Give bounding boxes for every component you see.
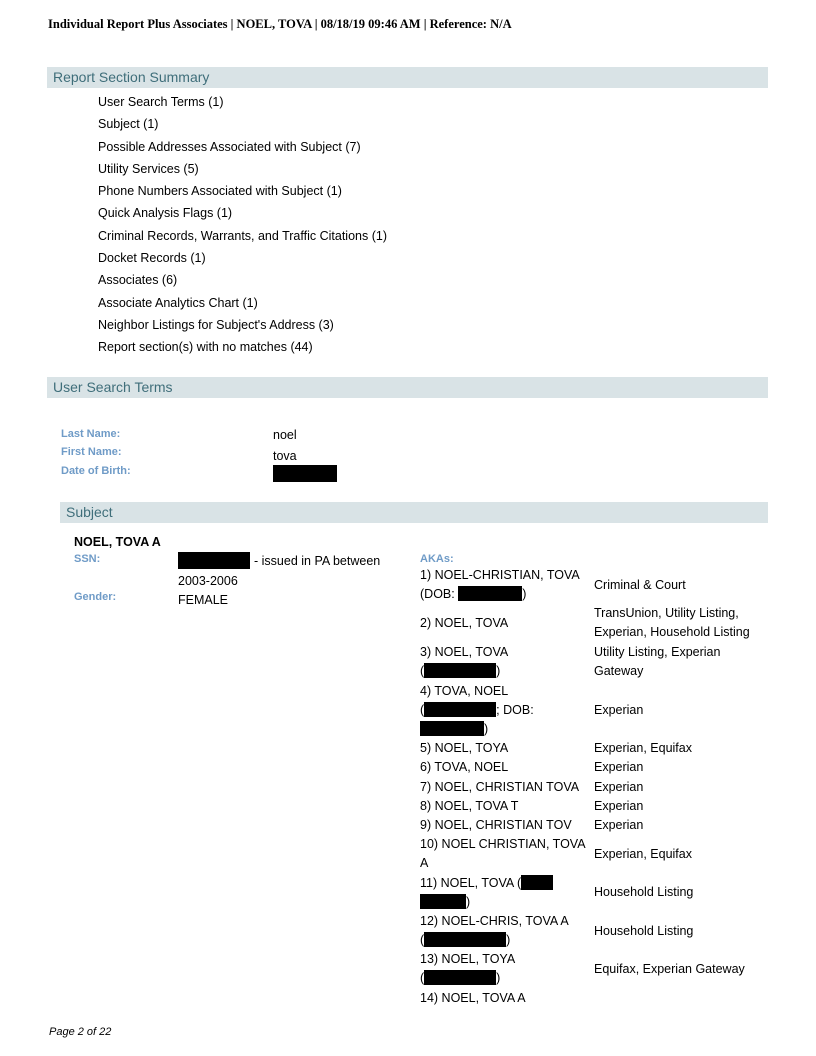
first-name-value: tova <box>273 449 297 463</box>
aka-source: Experian <box>594 780 644 794</box>
gender-label: Gender: <box>74 591 117 603</box>
subject-name: NOEL, TOVA A <box>74 535 161 549</box>
redaction-block <box>424 932 506 947</box>
redaction-block <box>458 586 522 601</box>
aka-entry <box>420 682 595 739</box>
aka-source: Experian, Equifax <box>594 847 692 861</box>
redaction-block <box>273 465 337 482</box>
aka-name-text: ( <box>420 971 425 985</box>
aka-source-text: Gateway <box>594 664 644 678</box>
aka-name-text: ) <box>496 971 501 985</box>
aka-name-text: 1) NOEL-CHRISTIAN, TOVA <box>420 568 580 582</box>
section-title: Report Section Summary <box>53 69 210 85</box>
aka-source: Household Listing <box>594 924 694 938</box>
aka-name-text: 8) NOEL, TOVA T <box>420 799 519 813</box>
section-header-user-search-terms <box>47 377 768 398</box>
aka-name-text: A <box>420 856 429 870</box>
aka-name-text: ) <box>522 587 527 601</box>
redaction-block <box>420 721 484 736</box>
redaction-block <box>420 894 466 909</box>
aka-source: Experian <box>594 703 644 717</box>
aka-entry <box>420 912 595 950</box>
summary-item[interactable]: Associate Analytics Chart (1) <box>98 295 258 310</box>
redaction-block <box>178 552 250 569</box>
section-header-report-summary <box>47 67 768 88</box>
dob-label: Date of Birth: <box>61 465 131 477</box>
aka-name-text: ( <box>420 664 425 678</box>
section-header-subject <box>60 502 768 523</box>
aka-source <box>594 604 769 642</box>
aka-source: Equifax, Experian Gateway <box>594 962 745 976</box>
aka-name-text: ( <box>420 933 425 947</box>
aka-entry <box>420 835 595 873</box>
summary-item[interactable]: Criminal Records, Warrants, and Traffic Citations (1) <box>98 228 387 243</box>
summary-item[interactable]: Report section(s) with no matches (44) <box>98 340 313 355</box>
last-name-value: noel <box>273 428 297 442</box>
aka-name-text: 10) NOEL CHRISTIAN, TOVA <box>420 837 586 851</box>
redaction-block <box>521 875 553 890</box>
aka-name-text: 7) NOEL, CHRISTIAN TOVA <box>420 780 580 794</box>
ssn-issued-years: 2003-2006 <box>178 574 238 588</box>
ssn-issued-text: - issued in PA between <box>254 554 381 568</box>
section-title: User Search Terms <box>53 379 173 395</box>
page-number: Page 2 of 22 <box>49 1026 112 1038</box>
aka-entry <box>420 950 595 988</box>
aka-name-text: 3) NOEL, TOVA <box>420 645 509 659</box>
aka-source-text: Experian, Household Listing <box>594 625 750 639</box>
aka-source-text: Utility Listing, Experian <box>594 645 721 659</box>
aka-name-text: 14) NOEL, TOVA A <box>420 991 526 1005</box>
aka-name-text: ) <box>466 895 471 909</box>
summary-item[interactable]: Phone Numbers Associated with Subject (1) <box>98 184 342 199</box>
aka-name-text: 6) TOVA, NOEL <box>420 760 509 774</box>
summary-item[interactable]: Quick Analysis Flags (1) <box>98 206 233 221</box>
summary-item[interactable]: Subject (1) <box>98 117 159 132</box>
aka-source: Criminal & Court <box>594 578 686 592</box>
summary-item[interactable]: Docket Records (1) <box>98 251 206 266</box>
report-header-title: Individual Report Plus Associates | NOEL, TOVA | 08/18/19 09:46 AM | Reference: N/A <box>48 17 512 31</box>
summary-item[interactable]: Neighbor Listings for Subject's Address (3) <box>98 317 334 332</box>
summary-item[interactable]: User Search Terms (1) <box>98 95 224 109</box>
first-name-label: First Name: <box>61 446 122 458</box>
aka-name-text: ( <box>420 703 425 717</box>
aka-source: Experian, Equifax <box>594 741 692 755</box>
section-title: Subject <box>66 504 113 520</box>
aka-name-text: 9) NOEL, CHRISTIAN TOV <box>420 818 572 832</box>
aka-name-text: 13) NOEL, TOYA <box>420 952 516 966</box>
aka-name-text: 12) NOEL-CHRIS, TOVA A <box>420 914 569 928</box>
summary-item[interactable]: Possible Addresses Associated with Subject (7) <box>98 139 361 154</box>
redaction-block <box>424 970 496 985</box>
aka-source-text: TransUnion, Utility Listing, <box>594 606 739 620</box>
gender-value: FEMALE <box>178 593 229 607</box>
aka-source: Experian <box>594 799 644 813</box>
aka-name-text: ) <box>484 722 489 736</box>
aka-source <box>594 643 769 681</box>
summary-item[interactable]: Associates (6) <box>98 273 178 288</box>
aka-name-text: ; DOB: <box>496 703 534 717</box>
aka-name-text: ) <box>496 664 501 678</box>
aka-name-text: ) <box>506 933 511 947</box>
summary-list <box>98 92 387 360</box>
aka-name-text: (DOB: <box>420 587 455 601</box>
last-name-label: Last Name: <box>61 428 121 440</box>
akas-label: AKAs: <box>420 553 454 565</box>
aka-name-text: 2) NOEL, TOVA <box>420 616 509 630</box>
aka-source: Household Listing <box>594 885 694 899</box>
ssn-label: SSN: <box>74 553 101 565</box>
aka-source: Experian <box>594 818 644 832</box>
aka-name-text: 4) TOVA, NOEL <box>420 684 509 698</box>
aka-entry <box>420 874 595 912</box>
aka-entry <box>420 643 595 681</box>
aka-name-text: 11) NOEL, TOVA ( <box>420 876 522 890</box>
redaction-block <box>424 663 496 678</box>
aka-name-text: 5) NOEL, TOYA <box>420 741 509 755</box>
summary-item[interactable]: Utility Services (5) <box>98 161 199 176</box>
redaction-block <box>424 702 496 717</box>
aka-source: Experian <box>594 760 644 774</box>
aka-entry <box>420 566 595 604</box>
